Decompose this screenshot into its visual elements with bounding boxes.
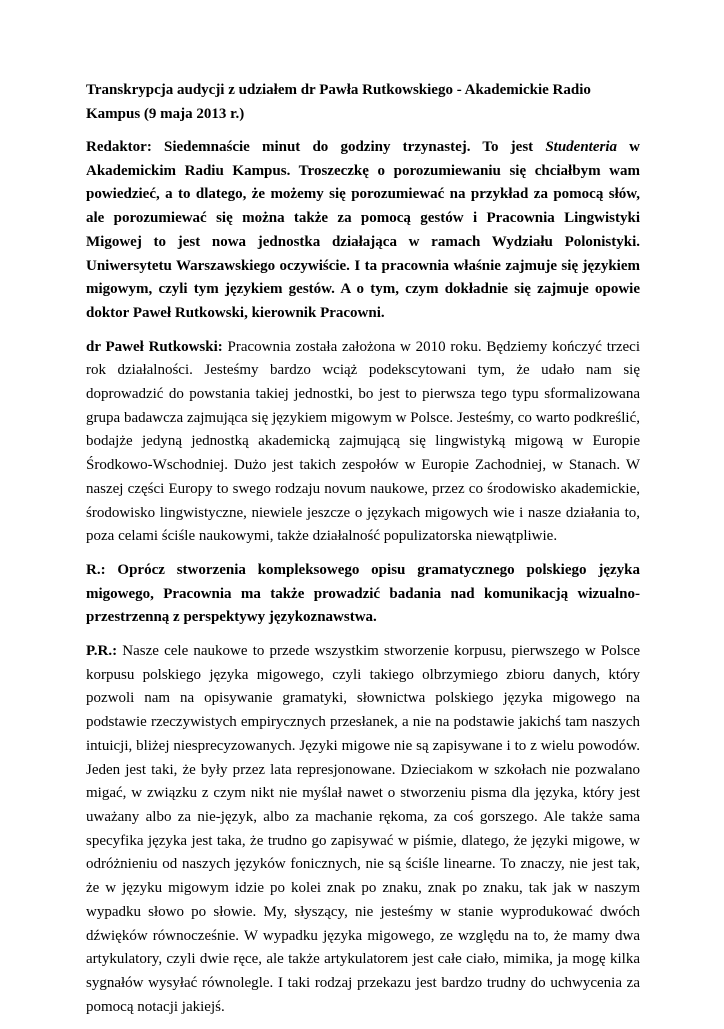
answer2-text: Nasze cele naukowe to przede wszystkim stworzenie korpusu, pierwszego w Polsce korpusu polskiego języka migowego, czyli takiego olbrzymiego zbioru danych, który pozwoli nam na opisywanie gramatyki, słownictwa polskiego języka migowego na podstawie rzeczywistych empirycznych przesłanek, a nie na podstawie jakichś tam naszych intuicji, bliżej niesprecyzowanych. Języki migowe nie są zapisywane i to z wielu powodów. Jeden jest taki, że były przez lata represjonowane. Dzieciakom w szkołach nie pozwalano migać, w związku z czym nikt nie myślał nawet o stworzeniu pisma dla języka, który jest uważany albo za nie-język, albo za machanie rękoma, za coś gorszego. Ale także sama specyfika języka jest taka, że trudno go zapisywać w piśmie, dlatego, że języki migowe, w odróżnieniu od naszych języków fonicznych, nie są ściśle linearne. To znaczy, nie jest tak, że w języku migowym idzie po kolei znak po znaku, znak po znaku, tak jak w naszym wypadku słowo po słowie. My, słyszący, nie jesteśmy w stanie wyprodukować dwóch dźwięków równocześnie. W wypadku języka migowego, ze względu na to, że mamy dwa artykulatory, czyli dwie ręce, ale także artykulatorem jest całe ciało, mimika, ja mogę kilka sygnałów wysyłać równolegle. I taki rodzaj przekazu jest bardzo trudny do uchwycenia za pomocą notacji jakiejś. (86, 643, 640, 1015)
answer1-paragraph (86, 336, 640, 549)
show-name: Studenteria (545, 139, 618, 155)
intro-text-before: Siedemnaście minut do godziny trzynastej. To jest (151, 139, 546, 155)
document-page (86, 78, 640, 1029)
intro-speaker: Redaktor: (86, 139, 152, 155)
answer2-speaker: P.R.: (86, 643, 118, 660)
question2-paragraph: R.: Oprócz stworzenia kompleksowego opisu gramatycznego polskiego języka migowego, Pracownia ma także prowadzić badania nad komunikacją wizualno-przestrzenną z perspektywy językoznawstwa. (86, 561, 640, 626)
answer2-paragraph (86, 640, 640, 1019)
answer1-text: Pracownia została założona w 2010 roku. Będziemy kończyć trzeci rok działalności. Jesteśmy bardzo wciąż podekscytowani tym, że udało nam się doprowadzić do powstania takiej jednostki, bo jest to pierwsza tego typu sformalizowana grupa badawcza zajmująca się językiem migowym w Polsce. Jesteśmy, co warto podkreślić, bodajże jedyną jednostką akademicką zajmującą się lingwistyką migową w Europie Środkowo-Wschodniej. Dużo jest takich zespołów w Europie Zachodniej, w Stanach. W naszej części Europy to swego rodzaju novum naukowe, przez co środowisko akademickie, środowisko lingwistyczne, niewiele jeszcze o językach migowych wie i nasze działania to, poza celami ściśle naukowymi, także działalność populizatorska niewątpliwie. (86, 338, 641, 545)
answer1-speaker: dr Paweł Rutkowski: (86, 338, 223, 355)
intro-text-after: w Akademickim Radiu Kampus. Troszeczkę o porozumiewaniu się chciałbym wam powiedzieć, a to dlatego, że możemy się porozumiewać na przykład za pomocą słów, ale porozumiewać się można także za pomocą gestów i Pracownia Lingwistyki Migowej to jest nowa jednostka działająca w ramach Wydziału Polonistyki. Uniwersytetu Warszawskiego oczywiście. I ta pracownia właśnie zajmuje się językiem migowym, czyli tym językiem gestów. A o tym, czym dokładnie się zajmuje opowie doktor Paweł Rutkowski, kierownik Pracowni. (86, 139, 641, 321)
document-title: Transkrypcja audycji z udziałem dr Pawła Rutkowskiego - Akademickie Radio Kampus (9 maja 2013 r.) (86, 82, 591, 122)
intro-paragraph (86, 136, 640, 326)
